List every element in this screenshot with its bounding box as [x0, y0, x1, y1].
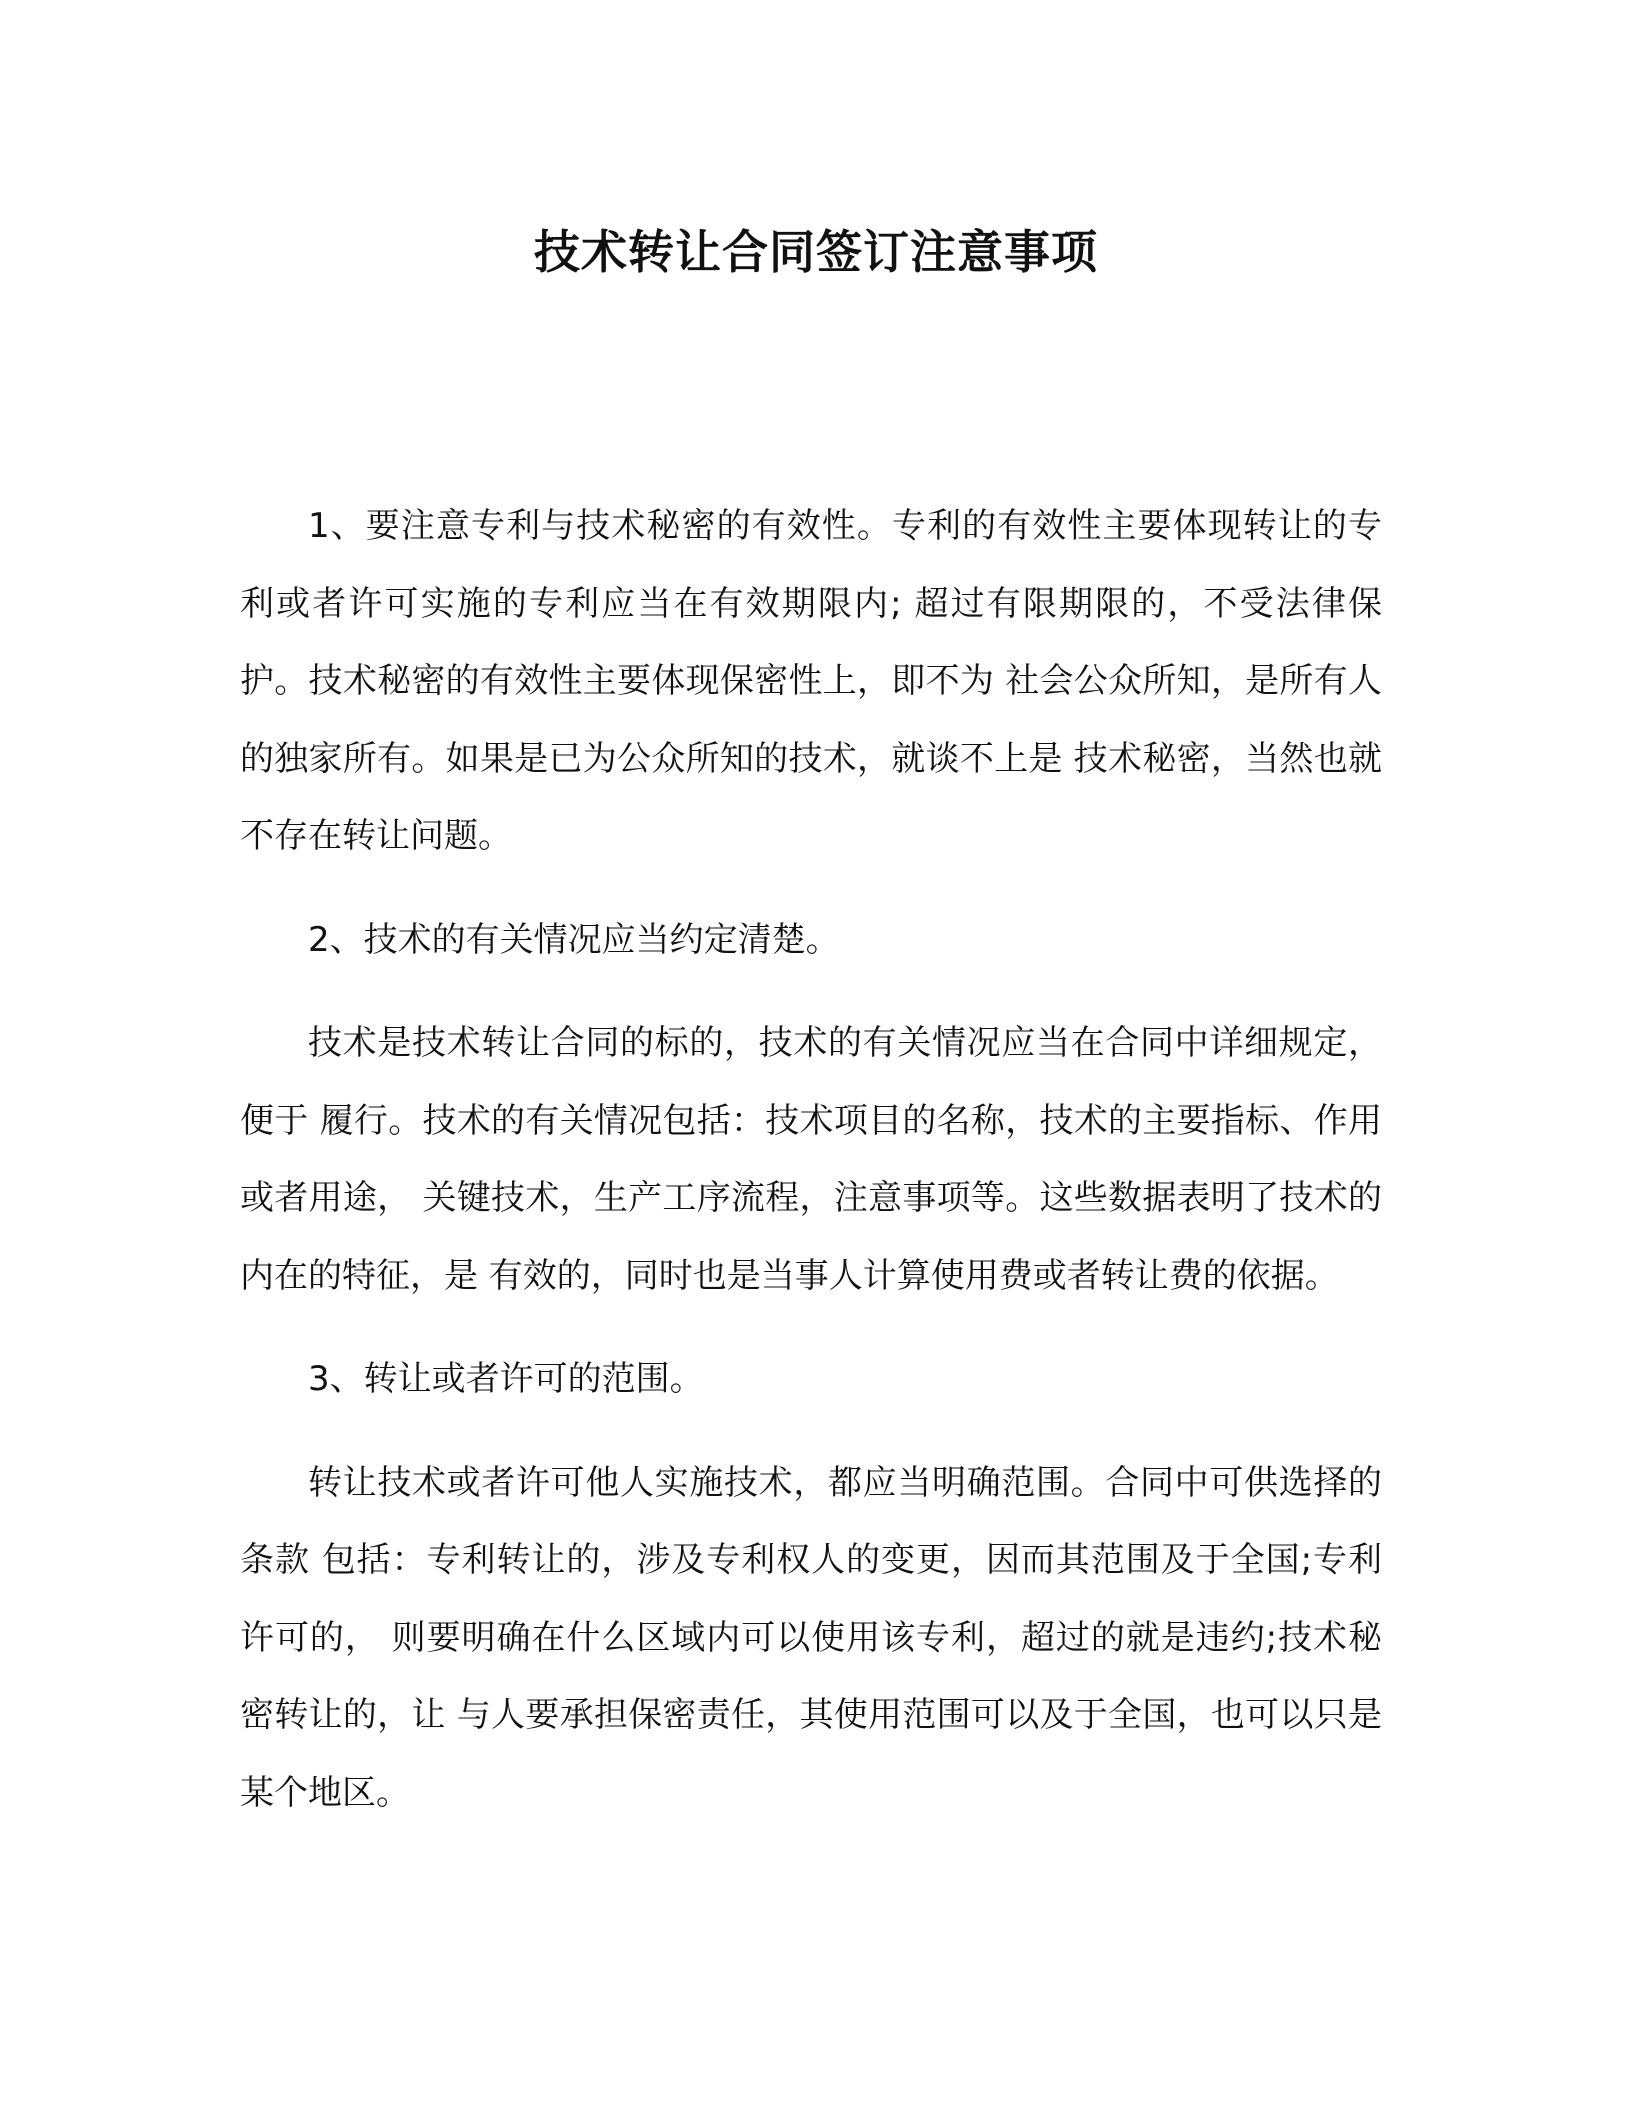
paragraph-5: 转让技术或者许可他人实施技术，都应当明确范围。合同中可供选择的条款 包括：专利转让的，涉及专利权人的变更，因而其范围及于全国;专利许可的， 则要明确在什么区域内可以使用该专利，超过的就是违约;技术秘密转让的，让 与人要承担保密责任，其使用范围可以及于全国，也可以只是某个地区。	[240, 1462, 1382, 1813]
paragraph-3: 技术是技术转让合同的标的，技术的有关情况应当在合同中详细规定，便于 履行。技术的有关情况包括：技术项目的名称，技术的主要指标、作用或者用途， 关键技术，生产工序流程，注意事项等。这些数据表明了技术的内在的特征，是 有效的，同时也是当事人计算使用费或者转让费的依据。	[240, 1023, 1382, 1296]
paragraph-2: 2、技术的有关情况应当约定清楚。	[308, 919, 840, 960]
page-title: 技术转让合同签订注意事项	[534, 225, 1098, 279]
document-body	[240, 488, 1382, 1858]
paragraph-4: 3、转让或者许可的范围。	[308, 1359, 704, 1399]
paragraph-1: 1、要注意专利与技术秘密的有效性。专利的有效性主要体现转让的专利或者许可实施的专利应当在有效期限内; 超过有限期限的，不受法律保护。技术秘密的有效性主要体现保密性上，即不为 社会公众所知，是所有人的独家所有。如果是已为公众所知的技术，就谈不上是 技术秘密，当然也就不存在转让问题。	[240, 506, 1382, 856]
